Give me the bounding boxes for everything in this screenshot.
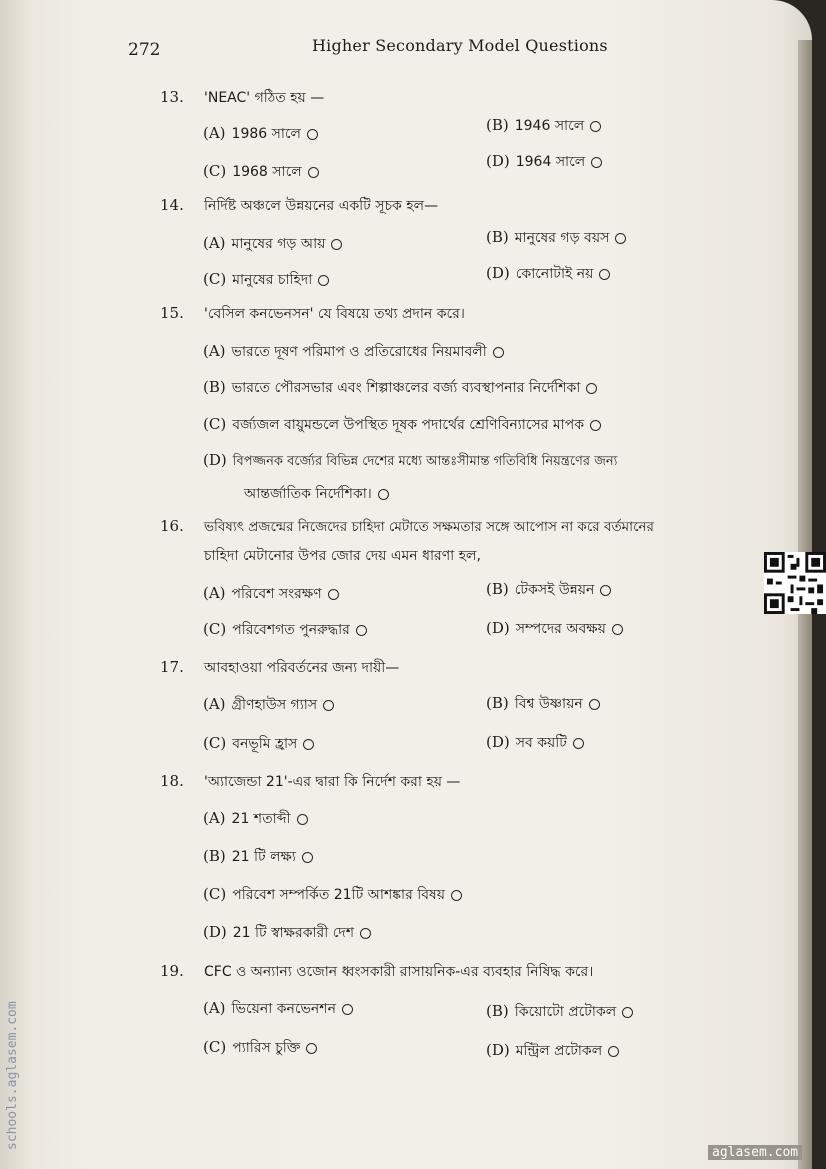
radio-circle-icon	[590, 420, 601, 431]
question-text: 'বেসিল কনভেনসন' যে বিষয়ে তথ্য প্রদান করে।	[204, 306, 465, 322]
question-number: 19.	[160, 962, 184, 980]
q18-option-c: (C) পরিবেশ সম্পর্কিত 21টি আশঙ্কার বিষয়	[203, 883, 462, 907]
q18-option-d: (D) 21 টি স্বাক্ষরকারী দেশ	[203, 921, 371, 945]
radio-circle-icon	[586, 383, 597, 394]
q17-option-a: (A) গ্রীণহাউস গ্যাস	[203, 693, 334, 717]
question-number: 13.	[160, 88, 184, 106]
question-18	[160, 770, 460, 794]
question-text: নির্দিষ্ট অঞ্চলে উন্নয়নের একটি সূচক হল—	[204, 198, 439, 214]
q14-option-d: (D) কোনোটাই নয়	[486, 262, 610, 286]
corner-watermark: aglasem.com	[708, 1145, 802, 1160]
question-number: 15.	[160, 304, 184, 322]
question-16	[160, 516, 654, 539]
question-number: 16.	[160, 517, 184, 535]
q16-option-c: (C) পরিবেশগত পুনরুদ্ধার	[203, 618, 367, 642]
q16-option-d: (D) সম্পদের অবক্ষয়	[486, 617, 623, 641]
radio-circle-icon	[590, 121, 601, 132]
qr-code-icon	[764, 552, 826, 614]
question-16-cont	[204, 544, 481, 568]
q14-option-a: (A) মানুষের গড় আয়	[203, 232, 342, 256]
q15-option-a: (A) ভারতে দূষণ পরিমাপ ও প্রতিরোধের নিয়মাবলী	[203, 340, 504, 364]
page-header: Higher Secondary Model Questions	[312, 36, 608, 55]
question-text: আবহাওয়া পরিবর্তনের জন্য দায়ী—	[204, 660, 400, 676]
side-watermark: schools.aglasem.com	[5, 1001, 20, 1150]
question-number: 17.	[160, 658, 184, 676]
q17-option-b: (B) বিশ্ব উষ্ণায়ন	[486, 692, 600, 716]
question-number: 14.	[160, 196, 184, 214]
q13-option-c: (C) 1968 সালে	[203, 160, 319, 184]
radio-circle-icon	[451, 890, 462, 901]
q14-option-c: (C) মানুষের চাহিদা	[203, 268, 329, 292]
radio-circle-icon	[356, 625, 367, 636]
question-text: 'NEAC' গঠিত হয় —	[204, 90, 325, 106]
q16-option-b: (B) টেকসই উন্নয়ন	[486, 578, 611, 602]
question-number: 18.	[160, 772, 184, 790]
q18-option-b: (B) 21 টি লক্ষ্য	[203, 845, 313, 869]
radio-circle-icon	[342, 1004, 353, 1015]
radio-circle-icon	[589, 699, 600, 710]
question-19	[160, 960, 593, 984]
q13-option-d: (D) 1964 সালে	[486, 150, 602, 174]
question-text: CFC ও অন্যান্য ওজোন ধ্বংসকারী রাসায়নিক-এর ব্যবহার নিষিদ্ধ করে।	[204, 964, 594, 980]
q17-option-d: (D) সব কয়টি	[486, 731, 584, 755]
radio-circle-icon	[307, 129, 318, 140]
q15-option-c: (C) বর্জ্যজল বায়ুমন্ডলে উপস্থিত দূষক পদার্থের শ্রেণিবিন্যাসের মাপক	[203, 413, 601, 437]
radio-circle-icon	[318, 275, 329, 286]
question-text: 'অ্যাজেন্ডা 21'-এর দ্বারা কি নির্দেশ করা হয় —	[204, 774, 461, 790]
radio-circle-icon	[331, 239, 342, 250]
q16-option-a: (A) পরিবেশ সংরক্ষণ	[203, 582, 339, 606]
q13-option-b: (B) 1946 সালে	[486, 114, 601, 138]
radio-circle-icon	[608, 1046, 619, 1057]
question-17	[160, 656, 399, 680]
radio-circle-icon	[306, 1043, 317, 1054]
radio-circle-icon	[622, 1007, 633, 1018]
q15-option-b: (B) ভারতে পৌরসভার এবং শিল্পাঞ্চলের বর্জ্য ব্যবস্থাপনার নির্দেশিকা	[203, 376, 597, 400]
radio-circle-icon	[360, 928, 371, 939]
radio-circle-icon	[493, 347, 504, 358]
radio-circle-icon	[573, 738, 584, 749]
radio-circle-icon	[297, 814, 308, 825]
question-text: চাহিদা মেটানোর উপর জোর দেয় এমন ধারণা হল,	[204, 548, 481, 564]
question-14	[160, 194, 438, 218]
radio-circle-icon	[328, 589, 339, 600]
q14-option-b: (B) মানুষের গড় বয়স	[486, 226, 626, 250]
radio-circle-icon	[591, 157, 602, 168]
q19-option-a: (A) ভিয়েনা কনভেনশন	[203, 997, 353, 1021]
q19-option-c: (C) প্যারিস চুক্তি	[203, 1036, 317, 1060]
q18-option-a: (A) 21 শতাব্দী	[203, 807, 308, 831]
q15-option-d-cont: আন্তর্জাতিক নির্দেশিকা।	[244, 482, 389, 506]
page-number: 272	[128, 40, 161, 60]
q13-option-a: (A) 1986 সালে	[203, 122, 318, 146]
radio-circle-icon	[615, 233, 626, 244]
q15-option-d: (D) বিপজ্জনক বর্জ্যের বিভিন্ন দেশের মধ্যে আন্তঃসীমান্ত গতিবিধি নিয়ন্ত্রণের জন্য	[203, 451, 618, 469]
q19-option-b: (B) কিয়োটো প্রটোকল	[486, 1000, 633, 1024]
radio-circle-icon	[303, 739, 314, 750]
radio-circle-icon	[302, 852, 313, 863]
radio-circle-icon	[612, 624, 623, 635]
radio-circle-icon	[378, 489, 389, 500]
question-15	[160, 302, 465, 326]
radio-circle-icon	[599, 269, 610, 280]
radio-circle-icon	[308, 167, 319, 178]
question-text: ভবিষ্যৎ প্রজন্মের নিজেদের চাহিদা মেটাতে সক্ষমতার সঙ্গে আপোস না করে বর্তমানের	[204, 519, 654, 535]
radio-circle-icon	[600, 585, 611, 596]
question-13	[160, 86, 324, 110]
q19-option-d: (D) মন্ট্রিল প্রটোকল	[486, 1039, 619, 1063]
q17-option-c: (C) বনভূমি হ্রাস	[203, 732, 314, 756]
radio-circle-icon	[323, 700, 334, 711]
